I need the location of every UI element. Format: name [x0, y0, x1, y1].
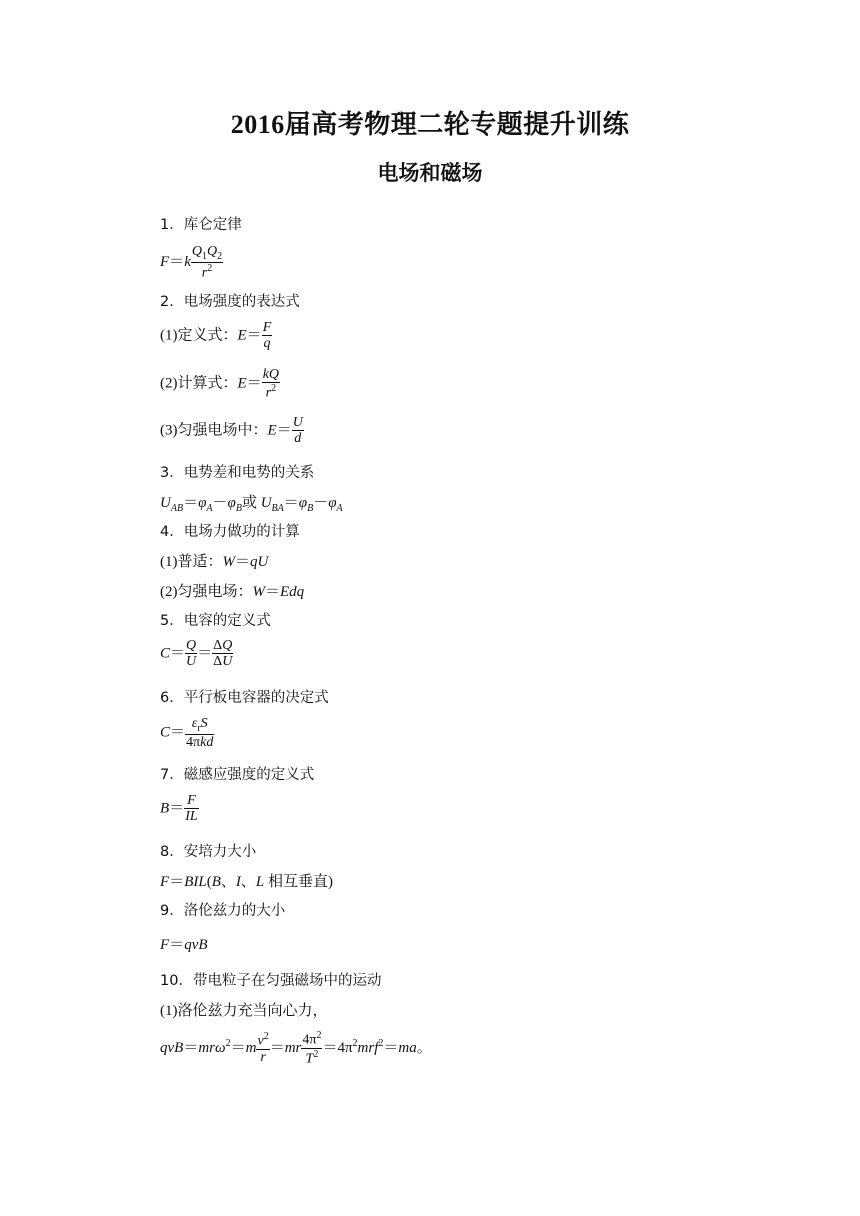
formula-field-calculation: (2)计算式：E＝ $\frac{kQ}{r^2}$ — [160, 367, 280, 402]
label-centripetal: (1)洛伦兹力充当向心力， — [160, 1003, 328, 1019]
text-or: 或 — [241, 495, 257, 511]
formula-lorentz: F＝qvB — [160, 937, 208, 953]
section-heading-3: 3．电势差和电势的关系 — [160, 465, 315, 481]
label-uniform-field: (3)匀强电场中： — [160, 422, 268, 439]
section-heading-10: 10．带电粒子在匀强磁场中的运动 — [160, 973, 382, 989]
formula-field-definition: (1)定义式：E＝ $\frac{F}{q}$ — [160, 320, 272, 352]
section-heading-5: 5．电容的定义式 — [160, 613, 271, 629]
formula-potential-difference: $U_{AB}=\varphi_A-\varphi_B$或 $U_{BA}=\varphi_B-\varphi_A$ — [160, 495, 343, 514]
section-heading-4: 4．电场力做功的计算 — [160, 524, 300, 540]
formula-capacitance: C＝ $\frac{Q}{U}$ ＝ $\frac{\Delta Q}{\Delta U}$ — [160, 638, 233, 670]
formula-coulomb: F＝k $\frac{Q_1Q_2}{r^2}$ — [160, 244, 223, 281]
formula-field-uniform: (3)匀强电场中：E＝ $\frac{U}{d}$ — [160, 415, 303, 447]
formula-ampere: F＝BIL(B、I、L 相互垂直) — [160, 874, 333, 890]
section-heading-7: 7．磁感应强度的定义式 — [160, 767, 315, 783]
section-heading-9: 9．洛伦兹力的大小 — [160, 903, 286, 919]
formula-magnetic-field: B＝ $\frac{F}{IL}$ — [160, 793, 198, 825]
formula-parallel-plate: C＝ $\frac{\varepsilon_rS}{\text{4πkd}}$ — [160, 716, 214, 750]
formula-circular-motion: qvB＝mrω$^2$＝m $\frac{v^2}{r}$ ＝mr $\frac{4\pi^2}{T^2}$ $=4\pi^2mrf^2=ma$。 — [160, 1030, 432, 1067]
label-definition: (1)定义式： — [160, 327, 238, 344]
document-subtitle: 电场和磁场 — [377, 161, 483, 185]
label-general: (1)普适： — [160, 554, 223, 570]
section-heading-6: 6．平行板电容器的决定式 — [160, 690, 329, 706]
section-heading-2: 2．电场强度的表达式 — [160, 294, 300, 310]
document-title: 2016届高考物理二轮专题提升训练 — [230, 110, 630, 139]
formula-work-uniform: (2)匀强电场：W＝Edq — [160, 584, 305, 600]
formula-work-general: (1)普适：W＝qU — [160, 554, 269, 570]
section-heading-8: 8．安培力大小 — [160, 844, 257, 860]
label-uniform-work: (2)匀强电场： — [160, 584, 253, 600]
text-perpendicular: 相互垂直 — [267, 874, 328, 890]
label-calculation: (2)计算式： — [160, 375, 238, 392]
section-heading-1: 1．库仑定律 — [160, 217, 242, 233]
